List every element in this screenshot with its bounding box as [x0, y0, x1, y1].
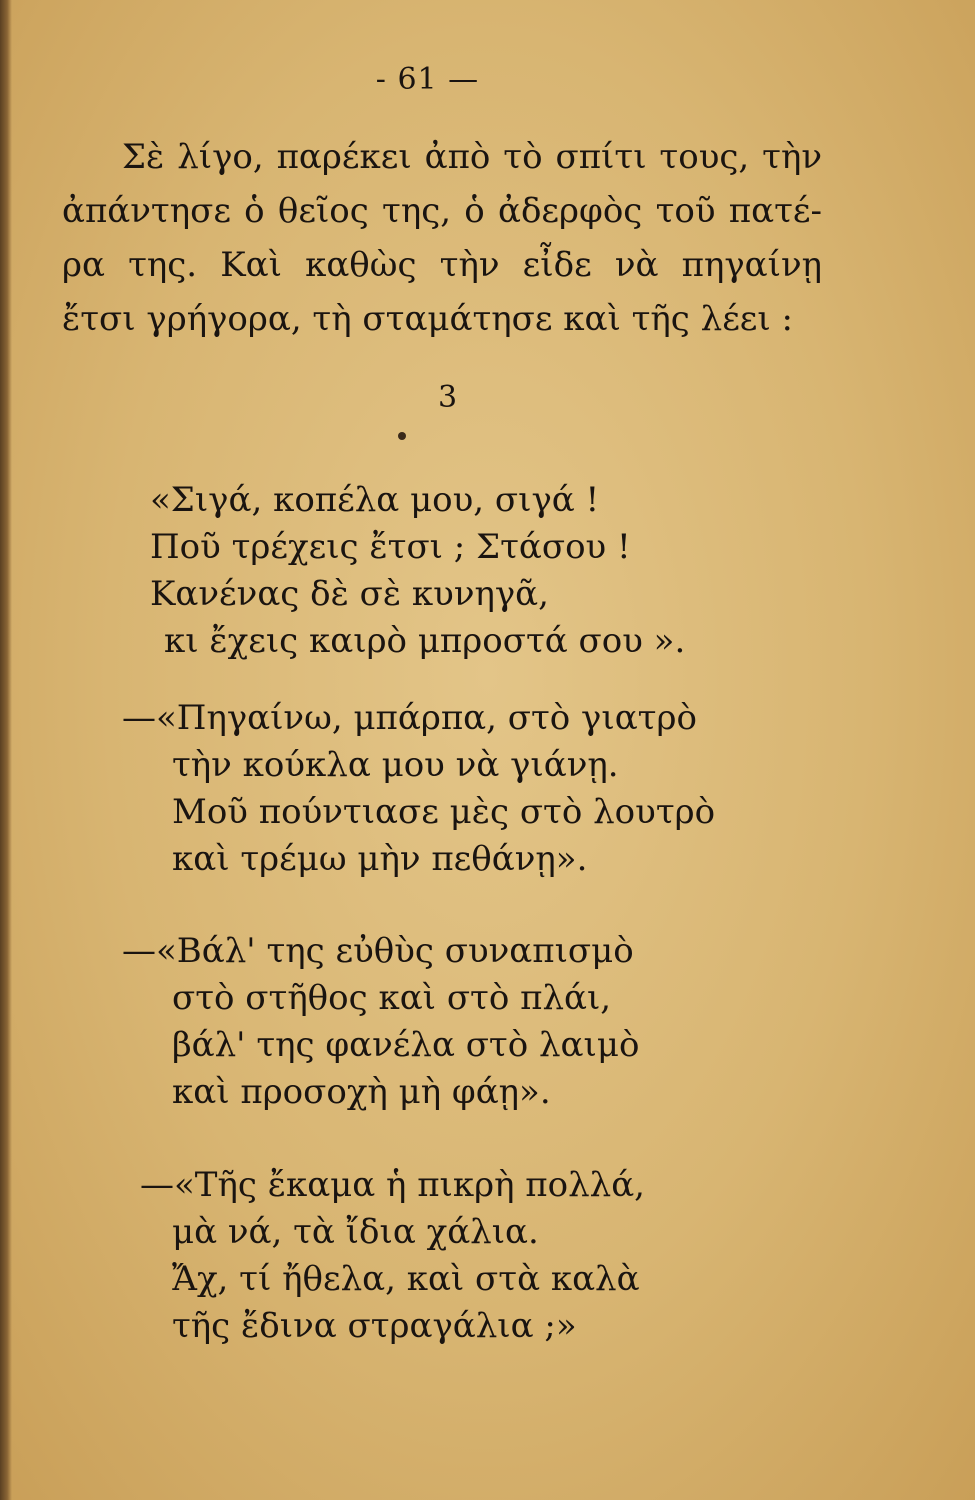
- poem-section-number: 3: [437, 380, 458, 415]
- verse-line: Μοῦ πούντιασε μὲς στὸ λουτρὸ: [172, 792, 716, 832]
- verse-line: στὸ στῆθος καὶ στὸ πλάι,: [172, 978, 612, 1018]
- verse-line: Κανένας δὲ σὲ κυνηγᾶ,: [150, 574, 549, 614]
- verse-line: Ποῦ τρέχεις ἔτσι ; Στάσου !: [150, 527, 631, 567]
- stanza-1: [150, 477, 685, 665]
- verse-line: κι ἔχεις καιρὸ μπροστά σου ».: [164, 621, 686, 661]
- verse-line: —«Βάλ' της εὐθὺς συναπισμὸ: [122, 931, 634, 971]
- verse-line: —«Τῆς ἔκαμα ἡ πικρὴ πολλά,: [140, 1165, 645, 1205]
- verse-line: βάλ' της φανέλα στὸ λαιμὸ: [172, 1025, 640, 1065]
- verse-line: καὶ προσοχὴ μὴ φάῃ».: [172, 1072, 551, 1112]
- ornament-dot: [398, 432, 406, 440]
- verse-line: Ἄχ, τί ἤθελα, καὶ στὰ καλὰ: [172, 1259, 640, 1299]
- verse-line: «Σιγά, κοπέλα μου, σιγά !: [150, 480, 600, 520]
- prose-line: Σὲ λίγο, παρέκει ἀπὸ τὸ σπίτι τους, τὴν: [122, 137, 822, 177]
- prose-line: ρα της. Καὶ καθὼς τὴν εἶδε νὰ πηγαίνῃ: [62, 245, 822, 285]
- verse-line: τῆς ἔδινα στραγάλια ;»: [172, 1306, 577, 1346]
- verse-line: —«Πηγαίνω, μπάρπα, στὸ γιατρὸ: [122, 698, 697, 738]
- stanza-2: [122, 695, 716, 883]
- prose-line: ἀπάντησε ὁ θεῖος της, ὁ ἀδερφὸς τοῦ πατέ-: [62, 191, 822, 231]
- page-number: - 61 —: [375, 62, 480, 97]
- stanza-4: [140, 1162, 645, 1350]
- stanza-3: [122, 928, 640, 1116]
- prose-paragraph: [62, 130, 822, 346]
- verse-line: μὰ νά, τὰ ἴδια χάλια.: [172, 1212, 539, 1252]
- prose-line: ἔτσι γρήγορα, τὴ σταμάτησε καὶ τῆς λέει :: [62, 299, 794, 339]
- book-spine-shadow: [0, 0, 12, 1500]
- verse-line: τὴν κούκλα μου νὰ γιάνῃ.: [172, 745, 619, 785]
- verse-line: καὶ τρέμω μὴν πεθάνῃ».: [172, 839, 588, 879]
